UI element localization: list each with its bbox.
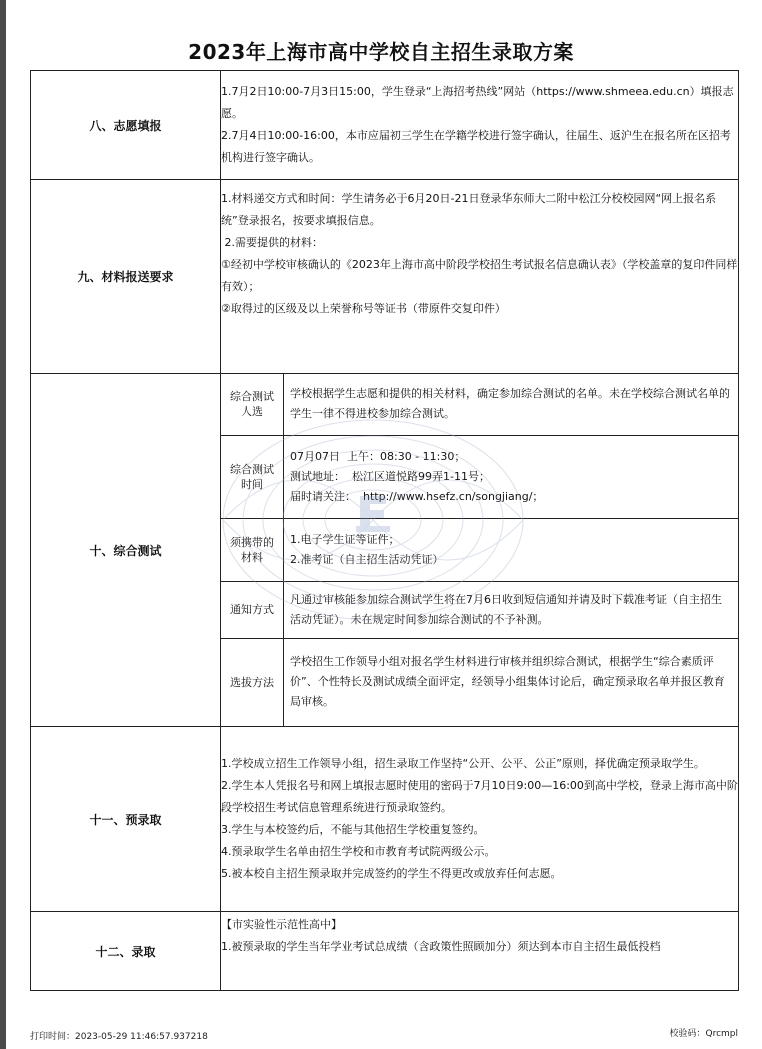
section-11-paragraph: 2.学生本人凭报名号和网上填报志愿时使用的密码于7月10日9:00—16:00到高中学校，登录上海市高中阶段学校招生考试信息管理系统进行预录取签约。 [221, 779, 738, 814]
subtable-content [284, 581, 739, 638]
subtable-content [284, 518, 739, 581]
page-left-edge [0, 0, 6, 1049]
section-11-paragraph: 3.学生与本校签约后，不能与其他招生学校重复签约。 [221, 823, 485, 836]
subtable-content [284, 638, 739, 726]
subtable-row [221, 435, 738, 518]
admission-plan-table [30, 70, 739, 991]
subtable-content [284, 374, 739, 435]
section-12-paragraph: 1.被预录取的学生当年学业考试总成绩（含政策性照顾加分）须达到本市自主招生最低投档 [221, 940, 661, 953]
subtable-label-line: 材料 [241, 550, 263, 564]
verify-code: 校验码：Qrcmpl [669, 1029, 738, 1039]
section-row-10 [31, 374, 739, 727]
subtable-label [221, 374, 284, 435]
section-row-9 [31, 180, 739, 374]
subtable-label-line: 时间 [241, 477, 263, 491]
section-row-8 [31, 71, 739, 180]
section-row-12 [31, 912, 739, 991]
section-11-paragraph: 4.预录取学生名单由招生学校和市教育考试院两级公示。 [221, 845, 496, 858]
subtable-content [284, 435, 739, 518]
print-time: 打印时间：2023-05-29 11:46:57.937218 [30, 1032, 208, 1042]
subtable-line: 学校招生工作领导小组对报名学生材料进行审核并组织综合测试，根据学生“综合素质评价”、个性特长及测试成绩全面评定，经领导小组集体讨论后，确定预录取名单并报区教育局审核。 [290, 655, 725, 709]
subtable-line: 学校根据学生志愿和提供的相关材料，确定参加综合测试的名单。未在学校综合测试名单的学生一律不得进校参加综合测试。 [290, 387, 730, 421]
subtable-row [221, 581, 738, 638]
section-8-paragraph: 2.7月4日10:00-16:00，本市应届初三学生在学籍学校进行签字确认，往届生、返沪生在报名所在区招考机构进行签字确认。 [221, 129, 731, 164]
subtable-line: 2.准考证（自主招生活动凭证） [290, 552, 444, 566]
subtable-label [221, 581, 284, 638]
subtable-label-line: 综合测试 [230, 462, 274, 476]
section-content-11 [221, 727, 739, 912]
section-content-8 [221, 71, 739, 180]
subtable-row [221, 638, 738, 726]
section-11-paragraph: 1.学校成立招生工作领导小组，招生录取工作坚持“公开、公平、公正”原则，择优确定预录取学生。 [221, 757, 705, 770]
section-8-paragraph: 1.7月2日10:00-7月3日15:00，学生登录“上海招考热线”网站（https://www.shmeea.edu.cn）填报志愿。 [221, 85, 734, 120]
subtable-row [221, 374, 738, 435]
section-content-10 [221, 374, 739, 727]
section-label-12: 十二、录取 [31, 912, 221, 991]
section-11-paragraph: 5.被本校自主招生预录取并完成签约的学生不得更改或放弃任何志愿。 [221, 867, 562, 880]
section-label-11: 十一、预录取 [31, 727, 221, 912]
section-label-10: 十、综合测试 [31, 374, 221, 727]
subtable-line: 测试地址： 松江区道悦路99弄1-11号； [290, 469, 490, 483]
section-9-paragraph: 2.需要提供的材料： [221, 236, 323, 249]
section-9-paragraph: ②取得过的区级及以上荣誉称号等证书（带原件交复印件） [221, 302, 506, 315]
subtable-label-line: 须携带的 [230, 535, 274, 549]
comprehensive-test-subtable [221, 374, 738, 726]
section-label-9: 九、材料报送要求 [31, 180, 221, 374]
section-label-8: 八、志愿填报 [31, 71, 221, 180]
section-9-paragraph: ①经初中学校审核确认的《2023年上海市高中阶段学校招生考试报名信息确认表》（学校盖章的复印件同样有效）； [221, 258, 738, 293]
subtable-label-line: 人选 [241, 405, 263, 419]
subtable-label [221, 638, 284, 726]
document-title: 2023年上海市高中学校自主招生录取方案 [188, 40, 574, 64]
section-12-paragraph: 【市实验性示范性高中】 [221, 918, 342, 931]
section-row-11 [31, 727, 739, 912]
subtable-line: 07月07日 上午：08:30 - 11:30； [290, 449, 466, 463]
section-content-12 [221, 912, 739, 991]
subtable-line: 1.电子学生证等证件； [290, 532, 400, 546]
subtable-label-line: 通知方式 [230, 603, 274, 616]
section-content-9 [221, 180, 739, 374]
subtable-label [221, 435, 284, 518]
subtable-line: 凡通过审核能参加综合测试学生将在7月6日收到短信通知并请及时下载准考证（自主招生活动凭证）。未在规定时间参加综合测试的不予补测。 [290, 592, 722, 626]
subtable-label-line: 选拔方法 [230, 675, 274, 689]
subtable-label [221, 518, 284, 581]
subtable-row [221, 518, 738, 581]
section-9-paragraph: 1.材料递交方式和时间：学生请务必于6月20日-21日登录华东师大二附中松江分校校园网“网上报名系统”登录报名，按要求填报信息。 [221, 192, 717, 227]
subtable-line: 届时请关注： http://www.hsefz.cn/songjiang/； [290, 489, 544, 503]
subtable-label-line: 综合测试 [230, 390, 274, 404]
